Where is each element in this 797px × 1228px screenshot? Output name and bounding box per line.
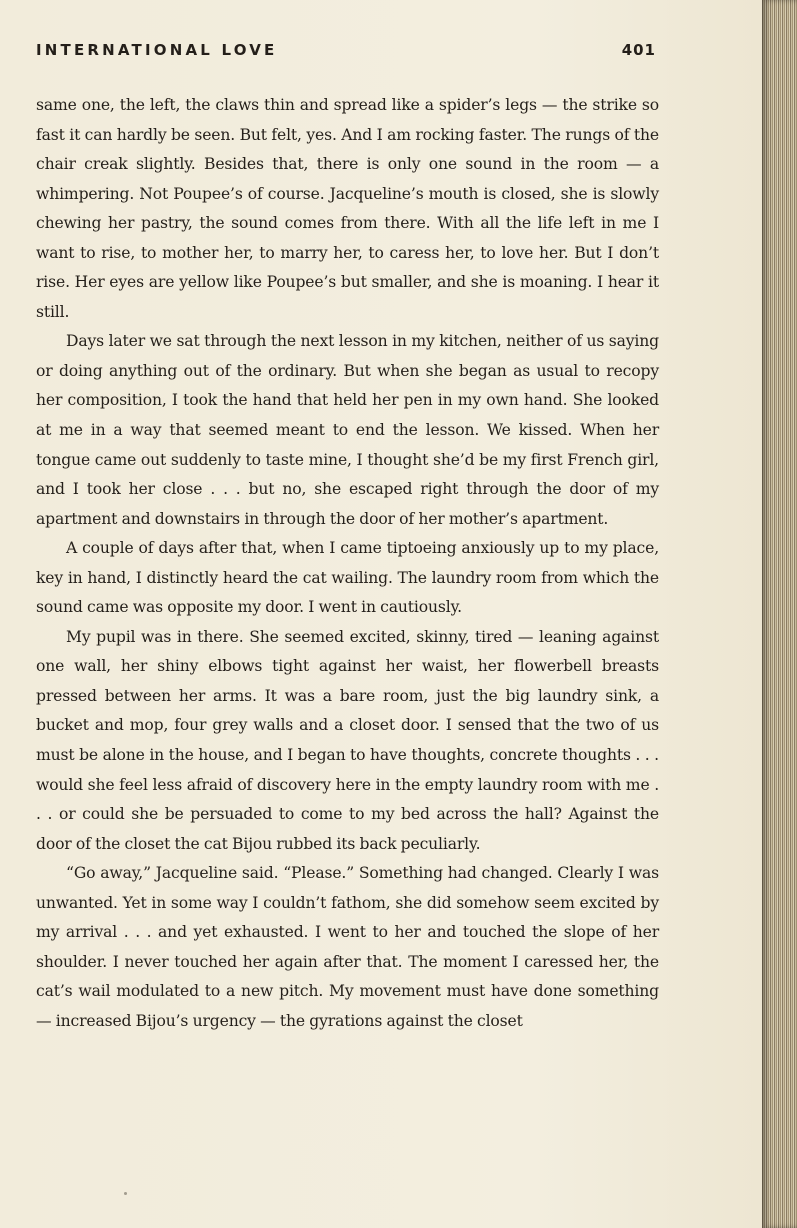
- paragraph-1: same one, the left, the claws thin and spread like a spider’s legs — the strike so fast it can hardly be seen. But felt, yes. And I am rocking faster. The rungs of the chair creak slightly. Besides that, there is only one sound in the room — a whimpering. Not Poupee’s of course. Jacqueline’s mouth is closed, she is slowly chewing her pastry, the sound comes from there. With all the life left in me I want to rise, to mother her, to marry her, to caress her, to love her. But I don’t rise. Her eyes are yellow like Poupee’s but smaller, and she is moaning. I hear it still.: [36, 96, 659, 321]
- paragraph-3: A couple of days after that, when I came tiptoeing anxiously up to my place, key in hand, I distinctly heard the cat wailing. The laundry room from which the sound came was opposite my door. I went in cautiously.: [36, 539, 659, 617]
- running-title: INTERNATIONAL LOVE: [36, 41, 278, 59]
- paragraph-2: Days later we sat through the next lesson in my kitchen, neither of us saying or doing anything out of the ordinary. But when she began as usual to recopy her composition, I took the hand that held her pen in my own hand. She looked at me in a way that seemed meant to end the lesson. We kissed. When her tongue came out suddenly to taste mine, I thought she’d be my first French girl, and I took her close . . . but no, she escaped right through the door of my apartment and downstairs in through the door of her mother’s apartment.: [36, 332, 659, 528]
- paper-speck: [124, 1192, 127, 1195]
- running-head: [36, 41, 656, 63]
- page-edge-stack: [762, 0, 797, 1228]
- body-text: [36, 91, 659, 1037]
- paragraph-4: My pupil was in there. She seemed excited, skinny, tired — leaning against one wall, her shiny elbows tight against her waist, her flowerbell breasts pressed between her arms. It was a bare room, just the big laundry sink, a bucket and mop, four grey walls and a closet door. I sensed that the two of us must be alone in the house, and I began to have thoughts, concrete thoughts . . . would she feel less afraid of discovery here in the empty laundry room with me . . . or could she be persuaded to come to my bed across the hall? Against the door of the closet the cat Bijou rubbed its back peculiarly.: [36, 627, 659, 853]
- paragraph-5: “Go away,” Jacqueline said. “Please.” Something had changed. Clearly I was unwanted. Yet in some way I couldn’t fathom, she did somehow seem excited by my arrival . . . and yet exhausted. I went to her and touched the slope of her shoulder. I never touched her again after that. The moment I caressed her, the cat’s wail modulated to a new pitch. My movement must have done something — increased Bijou’s urgency — the gyrations against the closet: [36, 864, 659, 1030]
- page-number: 401: [621, 41, 656, 59]
